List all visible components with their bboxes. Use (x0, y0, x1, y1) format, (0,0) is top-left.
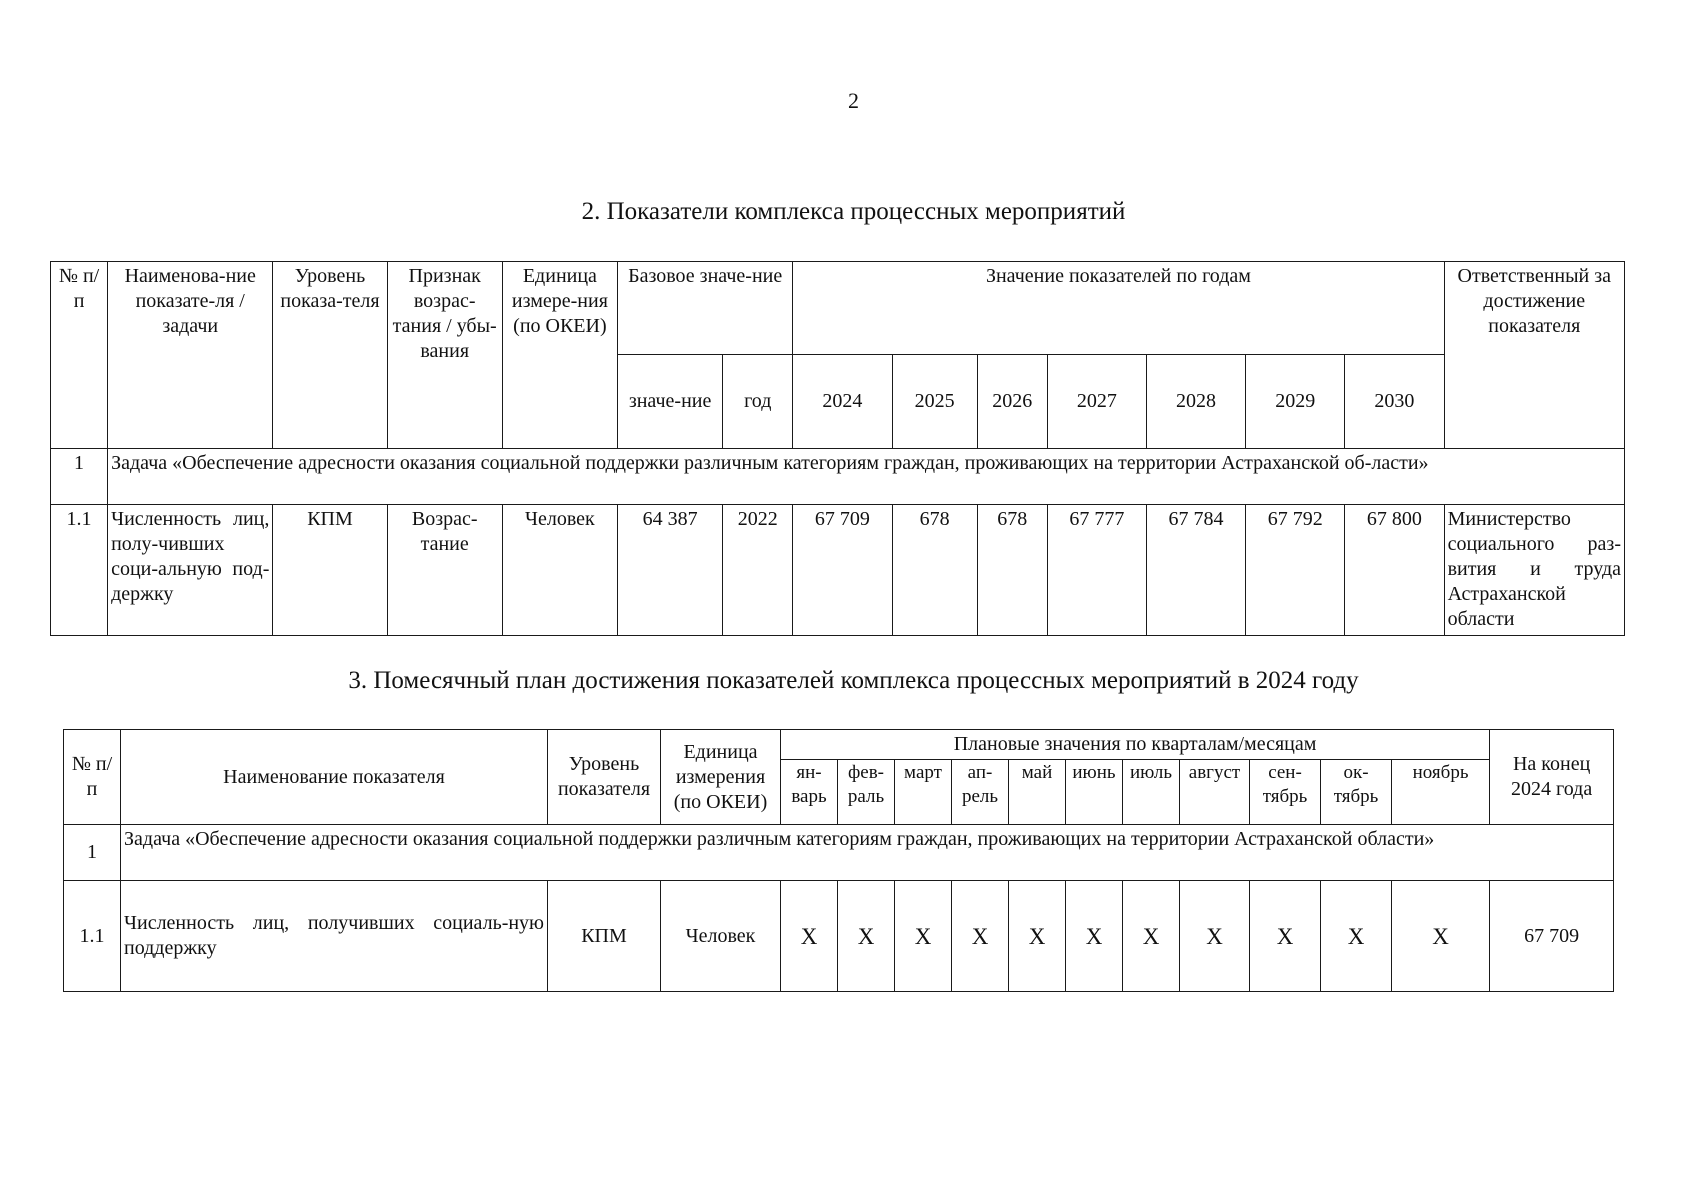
plan-task-text: Задача «Обеспечение адресности оказания социальной поддержки различным категориям граждан, проживающих на территории Астраханской области» (121, 825, 1614, 881)
row-value: 67 800 (1345, 505, 1444, 636)
plan-header-end: На конец 2024 года (1490, 730, 1614, 825)
header-year: 2025 (892, 355, 977, 449)
header-year: 2028 (1146, 355, 1245, 449)
header-year: 2024 (793, 355, 892, 449)
month-value: X (1321, 881, 1392, 992)
month-value: X (895, 881, 952, 992)
header-year: 2027 (1047, 355, 1146, 449)
month-header: сен-тябрь (1250, 760, 1321, 825)
header-year: 2029 (1246, 355, 1345, 449)
plan-header-unit: Единица измерения (по ОКЕИ) (661, 730, 781, 825)
header-values-by-year: Значение показателей по годам (793, 262, 1444, 355)
row-value: 67 777 (1047, 505, 1146, 636)
plan-row-end: 67 709 (1490, 881, 1614, 992)
month-header: ап-рель (952, 760, 1009, 825)
row-base-value: 64 387 (618, 505, 723, 636)
indicator-row (51, 505, 1625, 636)
plan-row-num: 1.1 (64, 881, 121, 992)
section3-title: 3. Помесячный план достижения показателей комплекса процессных мероприятий в 2024 году (348, 667, 1359, 694)
month-value: X (1123, 881, 1180, 992)
page-number: 2 (848, 88, 859, 113)
plan-header-row (64, 730, 1614, 760)
task-row (51, 449, 1625, 505)
month-header: август (1180, 760, 1250, 825)
row-value: 678 (977, 505, 1047, 636)
task-num: 1 (51, 449, 108, 505)
month-value: X (952, 881, 1009, 992)
header-year: 2026 (977, 355, 1047, 449)
row-num: 1.1 (51, 505, 108, 636)
section2-title: 2. Показатели комплекса процессных мероприятий (581, 198, 1126, 225)
plan-row-name: Численность лиц, получивших социаль-ную поддержку (121, 881, 548, 992)
row-responsible: Министерство социального раз-вития и труда Астраханской области (1444, 505, 1624, 636)
row-base-year: 2022 (723, 505, 793, 636)
plan-header-num: № п/п (64, 730, 121, 825)
month-header: май (1009, 760, 1066, 825)
month-header: ян-варь (781, 760, 838, 825)
row-level: КПМ (273, 505, 387, 636)
header-num: № п/п (51, 262, 108, 449)
monthly-plan-table (63, 729, 1614, 992)
row-value: 67 784 (1146, 505, 1245, 636)
plan-row-level: КПМ (548, 881, 661, 992)
header-base: Базовое значе-ние (618, 262, 793, 355)
header-year: 2030 (1345, 355, 1444, 449)
month-header: фев-раль (838, 760, 895, 825)
month-header: ок-тябрь (1321, 760, 1392, 825)
header-base-year: год (723, 355, 793, 449)
plan-row-unit: Человек (661, 881, 781, 992)
header-responsible: Ответственный за достижение показателя (1444, 262, 1624, 449)
indicators-header-row (51, 262, 1625, 355)
task-text: Задача «Обеспечение адресности оказания социальной поддержки различным категориям граждан, проживающих на территории Астраханской об-ласти» (108, 449, 1625, 505)
header-unit: Единица измере-ния (по ОКЕИ) (502, 262, 617, 449)
row-name: Численность лиц, полу-чивших соци-альную под-держку (108, 505, 273, 636)
row-sign: Возрас-тание (387, 505, 502, 636)
row-value: 678 (892, 505, 977, 636)
month-value: X (1009, 881, 1066, 992)
plan-task-row (64, 825, 1614, 881)
month-value: X (1250, 881, 1321, 992)
plan-header-level: Уровень показателя (548, 730, 661, 825)
month-header: март (895, 760, 952, 825)
row-value: 67 709 (793, 505, 892, 636)
plan-task-num: 1 (64, 825, 121, 881)
month-value: X (1392, 881, 1490, 992)
header-base-value: значе-ние (618, 355, 723, 449)
row-value: 67 792 (1246, 505, 1345, 636)
row-unit: Человек (502, 505, 617, 636)
month-value: X (781, 881, 838, 992)
month-value: X (838, 881, 895, 992)
header-name: Наименова-ние показате-ля / задачи (108, 262, 273, 449)
header-level: Уровень показа-теля (273, 262, 387, 449)
month-value: X (1180, 881, 1250, 992)
header-sign: Признак возрас-тания / убы-вания (387, 262, 502, 449)
indicators-table (50, 261, 1625, 636)
month-value: X (1066, 881, 1123, 992)
plan-indicator-row (64, 881, 1614, 992)
month-header: июль (1123, 760, 1180, 825)
plan-header-name: Наименование показателя (121, 730, 548, 825)
month-header: июнь (1066, 760, 1123, 825)
month-header: ноябрь (1392, 760, 1490, 825)
plan-header-quarters-months: Плановые значения по кварталам/месяцам (781, 730, 1490, 760)
